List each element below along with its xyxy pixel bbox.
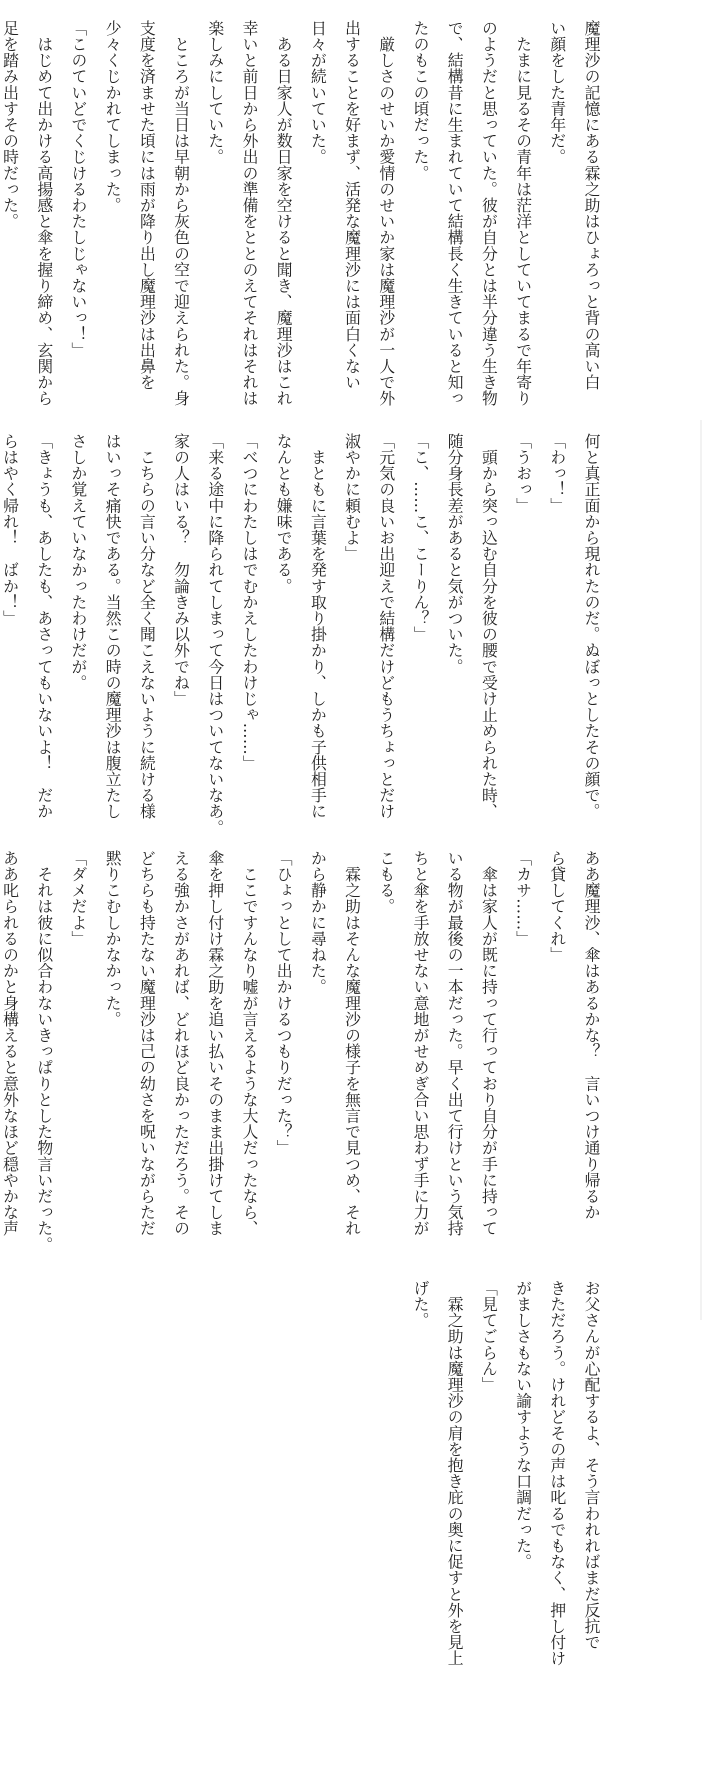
text-line: 頭から突っ込む自分を彼の腰で受け止められた時、 bbox=[479, 433, 499, 820]
text-line: こちらの言い分など全く聞こえないように続ける様 bbox=[137, 433, 157, 820]
text-line: ああ魔理沙、傘はあるかな？ 言いつけ通り帰るか bbox=[582, 850, 601, 1221]
text-line: 「うおっ」 bbox=[513, 433, 533, 514]
text-line: 「こ、……こ、こーりん？」 bbox=[410, 433, 430, 643]
text-line: 「来る途中に降られてしまって今日はついてないなあ。 bbox=[205, 433, 225, 836]
text-line: 「見てごらん」 bbox=[479, 1280, 499, 1393]
text-line: から静かに尋ねた。 bbox=[308, 850, 328, 995]
text-line: 家の人はいる？ 勿論きみ以外でね」 bbox=[171, 433, 191, 707]
text-line: はいっそ痛快である。当然この時の魔理沙は腹立たし bbox=[103, 433, 123, 820]
text-line: 黙りこむしかなかった。 bbox=[103, 850, 123, 1028]
text-line: いる物が最後の一本だった。早く出て行けという気持 bbox=[445, 850, 465, 1237]
text-line: たまに見るその青年は茫洋としていてまるで年寄り bbox=[513, 20, 533, 407]
text-line: 霖之助は魔理沙の肩を抱き庇の奥に促すと外を見上 bbox=[445, 1280, 465, 1667]
text-line: まともに言葉を発す取り掛かり、しかも子供相手に bbox=[308, 433, 328, 820]
text-line: ら貸してくれ」 bbox=[547, 850, 567, 963]
text-line: 随分身長差があると気がついた。 bbox=[445, 433, 465, 675]
text-line: げた。 bbox=[410, 1280, 430, 1329]
text-line: 「ひょっとして出かけるつもりだった？」 bbox=[274, 850, 294, 1156]
text-line: 「このていどでくじけるわたしじゃないっ！」 bbox=[68, 20, 88, 359]
text-line: 「べつにわたしはでむかえしたわけじゃ……」 bbox=[239, 433, 259, 772]
text-line: 幸いと前日から外出の準備をととのえてそれはそれは bbox=[239, 20, 259, 407]
text-line: 出することを好まず、活発な魔理沙には面白くない bbox=[342, 20, 362, 391]
text-line: 何と真正面から現れたのだ。ぬぼっとしたその顔で。 bbox=[582, 433, 601, 820]
text-line: お父さんが心配するよ、そう言われればまだ反抗で bbox=[582, 1280, 601, 1651]
page-edge-divider bbox=[700, 420, 702, 1320]
text-line: 支度を済ませた頃には雨が降り出し魔理沙は出鼻を bbox=[137, 20, 157, 391]
text-line: 傘は家人が既に持って行っており自分が手に持って bbox=[479, 850, 499, 1237]
text-line: 日々が続いていた。 bbox=[308, 20, 328, 165]
text-line: 「きょうも、あしたも、あさってもいないよ！ だか bbox=[34, 433, 54, 820]
text-line: それは彼に似合わないきっぱりとした物言いだった。 bbox=[34, 850, 54, 1253]
text-line: がましさもない諭すような口調だった。 bbox=[513, 1280, 533, 1570]
text-line: い顔をした青年だ。 bbox=[547, 20, 567, 165]
text-block-2 bbox=[0, 433, 608, 843]
text-line: 「カサ……」 bbox=[513, 850, 533, 947]
text-line: える強かさがあれば、どれほど良かっただろう。その bbox=[171, 850, 191, 1237]
text-line: ところが当日は早朝から灰色の空で迎えられた。身 bbox=[171, 20, 191, 407]
text-line: きただろう。けれどその声は叱るでもなく、押し付け bbox=[547, 1280, 567, 1667]
text-line: 「わっ！」 bbox=[547, 433, 567, 514]
text-line: ここですんなり嘘が言えるような大人だったなら、 bbox=[239, 850, 259, 1237]
text-line: ちと傘を手放せない意地がせめぎ合い思わず手に力が bbox=[410, 850, 430, 1237]
text-block-1 bbox=[0, 20, 608, 430]
text-line: 「ダメだよ」 bbox=[68, 850, 88, 947]
text-block-4 bbox=[108, 1280, 608, 1680]
text-line: 傘を押し付け霖之助を追い払いそのまま出掛けてしま bbox=[205, 850, 225, 1237]
text-line: 魔理沙の記憶にある霖之助はひょろっと背の高い白 bbox=[582, 20, 601, 391]
text-line: どちらも持たない魔理沙は己の幼さを呪いながらただ bbox=[137, 850, 157, 1237]
text-line: 「元気の良いお出迎えで結構だけどもうちょっとだけ bbox=[376, 433, 396, 820]
text-line: 淑やかに頼むよ」 bbox=[342, 433, 362, 562]
text-line: 楽しみにしていた。 bbox=[205, 20, 225, 165]
text-line: 厳しさのせいか愛情のせいか家は魔理沙が一人で外 bbox=[376, 20, 396, 407]
text-line: 霖之助はそんな魔理沙の様子を無言で見つめ、それ bbox=[342, 850, 362, 1237]
text-line: こもる。 bbox=[376, 850, 396, 915]
text-line: はじめて出かける高揚感と傘を握り締め、玄関から bbox=[34, 20, 54, 407]
text-line: なんとも嫌味である。 bbox=[274, 433, 294, 594]
text-line: 足を踏み出すその時だった。 bbox=[0, 20, 20, 230]
text-line: のようだと思っていた。彼が自分とは半分違う生き物 bbox=[479, 20, 499, 407]
text-line: ああ叱られるのかと身構えると意外なほど穏やかな声 bbox=[0, 850, 20, 1237]
text-line: らはやく帰れ！ ばか！」 bbox=[0, 433, 20, 627]
text-line: たのもこの頃だった。 bbox=[410, 20, 430, 181]
text-line: さしか覚えていなかったわけだが。 bbox=[68, 433, 88, 691]
text-line: で、結構昔に生まれていて結構長く生きていると知っ bbox=[445, 20, 465, 407]
text-line: ある日家人が数日家を空けると聞き、魔理沙はこれ bbox=[274, 20, 294, 407]
text-line: 少々くじかれてしまった。 bbox=[103, 20, 123, 214]
text-block-3 bbox=[0, 850, 608, 1260]
